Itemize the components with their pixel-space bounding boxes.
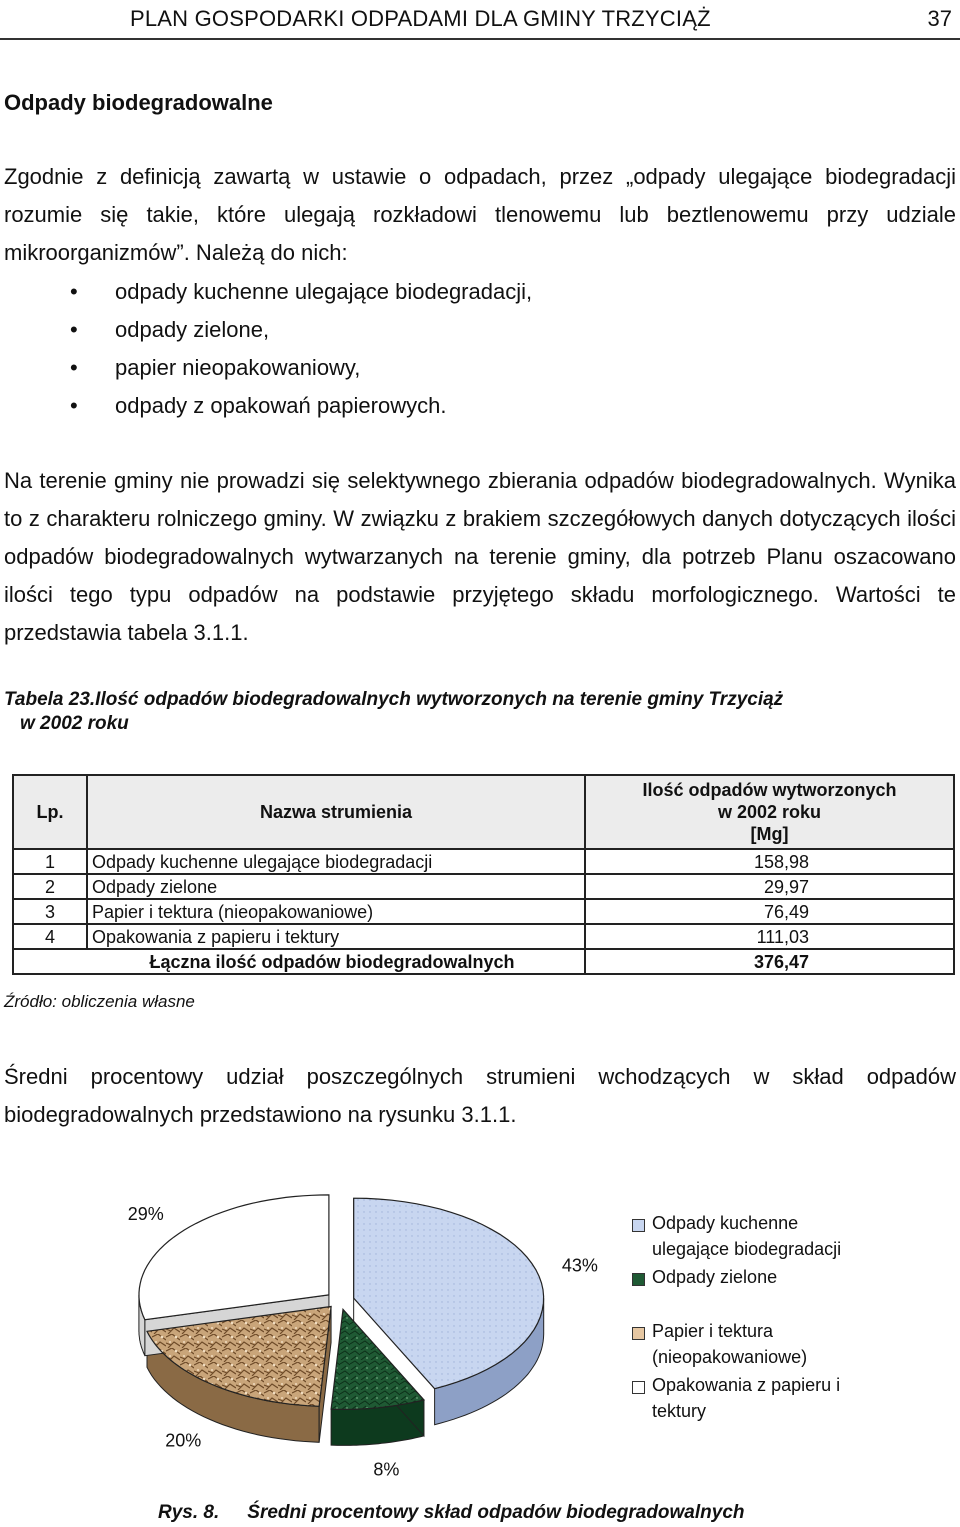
table-total-row — [13, 949, 954, 974]
table-caption — [4, 688, 783, 736]
table-header-row — [13, 775, 954, 849]
legend-swatch — [632, 1381, 645, 1394]
legend-swatch — [632, 1219, 645, 1232]
header-lp: Lp. — [13, 775, 87, 849]
table-row — [13, 874, 954, 899]
table-caption-line2: w 2002 roku — [20, 713, 129, 734]
chart-legend — [632, 1210, 892, 1424]
running-header-title: PLAN GOSPODARKI ODPADAMI DLA GMINY TRZYCIĄŻ — [130, 6, 711, 31]
header-value: Ilość odpadów wytworzonych w 2002 roku [Mg] — [585, 775, 954, 849]
cell-lp: 4 — [13, 924, 87, 949]
bullet-item: • odpady z opakowań papierowych. — [70, 387, 532, 425]
cell-value: 29,97 — [585, 874, 954, 899]
legend-item-kitchen: Odpady kuchenne ulegające biodegradacji — [632, 1210, 892, 1262]
cell-lp: 3 — [13, 899, 87, 924]
figure-title: Średni procentowy skład odpadów biodegradowalnych — [247, 1502, 745, 1523]
cell-lp: 2 — [13, 874, 87, 899]
table-source: Źródło: obliczenia własne — [4, 992, 195, 1011]
cell-value: 76,49 — [585, 899, 954, 924]
slice-label: 8% — [373, 1459, 400, 1480]
intro-paragraph: Zgodnie z definicją zawartą w ustawie o odpadach, przez „odpady ulegające biodegradacji rozumie się takie, które ulegają rozkładowi tlenowemu lub beztlenowemu przy udziale mikroorganizmów”. Należą do nich: — [4, 164, 956, 265]
table-caption-line1: Tabela 23.Ilość odpadów biodegradowalnych wytworzonych na terenie gminy Trzyciąż — [4, 689, 784, 710]
bullet-item: • odpady kuchenne ulegające biodegradacji, — [70, 273, 532, 311]
cell-lp: 1 — [13, 849, 87, 874]
figure-caption — [158, 1502, 745, 1524]
cell-name: Odpady kuchenne ulegające biodegradacji — [87, 849, 585, 874]
cell-value: 158,98 — [585, 849, 954, 874]
waste-table — [12, 774, 955, 975]
slice-label: 29% — [127, 1204, 164, 1225]
body-paragraph: Na terenie gminy nie prowadzi się selektywnego zbierania odpadów biodegradowalnych. Wynika to z charakteru rolniczego gminy. W związku z brakiem szczegółowych danych dotyczących ilości odpadów biodegradowalnych wytwarzanych na terenie gminy, dla potrzeb Planu oszacowano ilości tego typu odpadów na podstawie przyjętego składu morfologicznego. Wartości te przedstawia tabela 3.1.1. — [4, 468, 956, 645]
table-row — [13, 924, 954, 949]
legend-item-paper: Papier i tektura (nieopakowaniowe) — [632, 1318, 892, 1370]
legend-swatch — [632, 1273, 645, 1286]
cell-name: Odpady zielone — [87, 874, 585, 899]
table-row — [13, 899, 954, 924]
header-name: Nazwa strumienia — [87, 775, 585, 849]
slice-label: 43% — [561, 1255, 598, 1276]
pie-chart — [110, 1180, 610, 1480]
slice-label: 20% — [165, 1430, 202, 1451]
cell-name: Opakowania z papieru i tektury — [87, 924, 585, 949]
section-title: Odpady biodegradowalne — [4, 90, 273, 115]
legend-item-green: Odpady zielone — [632, 1264, 892, 1290]
total-value: 376,47 — [585, 949, 954, 974]
header-rule — [0, 38, 960, 40]
bullet-item: • odpady zielone, — [70, 311, 532, 349]
cell-value: 111,03 — [585, 924, 954, 949]
total-label: Łączna ilość odpadów biodegradowalnych — [13, 949, 585, 974]
bullet-item: • papier nieopakowaniowy, — [70, 349, 532, 387]
table-row — [13, 849, 954, 874]
chart-intro-paragraph: Średni procentowy udział poszczególnych strumieni wchodzących w skład odpadów biodegradowalnych przedstawiono na rysunku 3.1.1. — [4, 1064, 956, 1127]
figure-label: Rys. 8. — [158, 1502, 220, 1523]
page-number: 37 — [927, 6, 952, 31]
legend-swatch — [632, 1327, 645, 1340]
legend-item-packaging: Opakowania z papieru i tektury — [632, 1372, 892, 1424]
bullet-list — [70, 273, 532, 425]
cell-name: Papier i tektura (nieopakowaniowe) — [87, 899, 585, 924]
